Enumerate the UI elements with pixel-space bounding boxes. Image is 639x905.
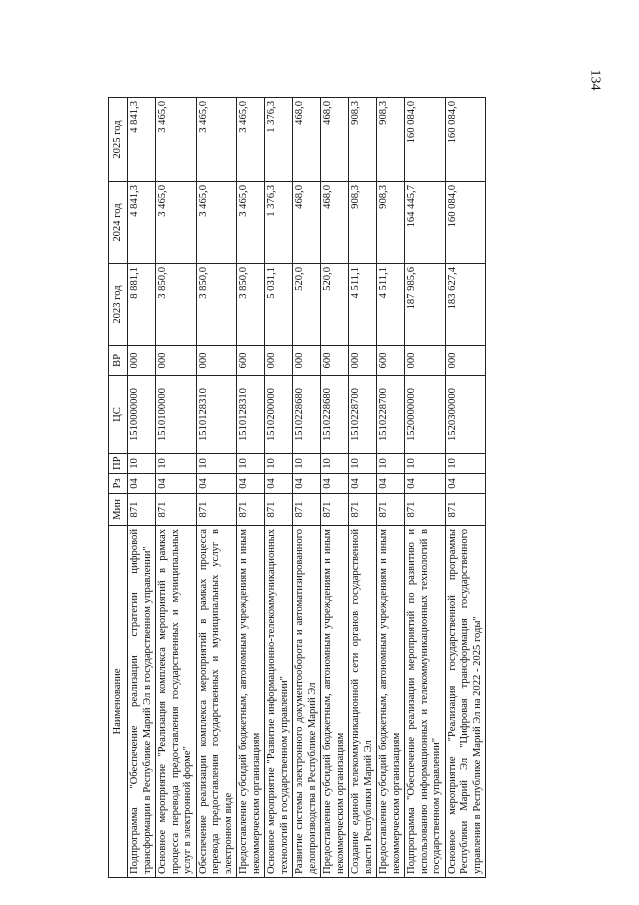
row-amount-2023: 5 031,1 [265,264,293,346]
row-rz: 04 [377,474,405,494]
row-amount-2023: 3 850,0 [237,264,265,346]
row-min: 871 [349,494,377,526]
row-amount-2025: 908,3 [349,98,377,182]
header-pr: ПР [109,454,128,474]
row-min: 871 [265,494,293,526]
row-amount-2024: 3 465,0 [156,182,197,264]
row-name: Предоставление субсидий бюджетным, автономным учреждениям и иным некоммерческим организациям [377,526,405,878]
row-amount-2024: 160 084,0 [445,182,486,264]
row-rz: 04 [196,474,237,494]
row-name: Основное мероприятие "Реализация государственной программы Республики Марий Эл "Цифровая трансформация государственного управления в Республике Марий Эл на 2022 - 2025 годы" [445,526,486,878]
table-body [128,98,486,878]
row-pr: 10 [265,454,293,474]
row-cs: 1510228680 [293,376,321,454]
row-pr: 10 [156,454,197,474]
row-rz: 04 [237,474,265,494]
row-name: Основное мероприятие "Реализация комплекса мероприятий в рамках процесса перевода предоставления государственных и муниципальных услуг в электронной форме" [156,526,197,878]
row-amount-2025: 908,3 [377,98,405,182]
header-name: Наименование [109,526,128,878]
row-rz: 04 [293,474,321,494]
row-amount-2025: 160 084,0 [445,98,486,182]
row-min: 871 [405,494,446,526]
row-amount-2025: 3 465,0 [196,98,237,182]
row-amount-2024: 164 445,7 [405,182,446,264]
row-vr: 000 [196,346,237,376]
row-cs: 1510128310 [196,376,237,454]
table-row [293,98,321,878]
row-amount-2023: 520,0 [293,264,321,346]
row-rz: 04 [349,474,377,494]
table-row [321,98,349,878]
row-name: Основное мероприятие "Развитие информационно-телекоммуникационных технологий в государственном управлении" [265,526,293,878]
header-2024: 2024 год [109,182,128,264]
row-cs: 1520300000 [445,376,486,454]
row-vr: 000 [445,346,486,376]
table-row [265,98,293,878]
header-cs: ЦС [109,376,128,454]
row-vr: 600 [237,346,265,376]
row-amount-2023: 3 850,0 [196,264,237,346]
row-cs: 1510228700 [377,376,405,454]
budget-table [108,97,486,878]
table-row [128,98,156,878]
row-min: 871 [321,494,349,526]
row-rz: 04 [405,474,446,494]
row-amount-2024: 3 465,0 [237,182,265,264]
row-pr: 10 [405,454,446,474]
row-vr: 000 [128,346,156,376]
row-name: Обеспечение реализации комплекса мероприятий в рамках процесса перевода предоставления государственных и муниципальных услуг в электронном виде [196,526,237,878]
row-min: 871 [377,494,405,526]
row-amount-2025: 468,0 [321,98,349,182]
row-min: 871 [156,494,197,526]
row-rz: 04 [265,474,293,494]
row-amount-2023: 520,0 [321,264,349,346]
row-min: 871 [445,494,486,526]
row-amount-2023: 4 511,1 [349,264,377,346]
row-amount-2024: 4 841,3 [128,182,156,264]
table-row [237,98,265,878]
table-row [445,98,486,878]
row-amount-2024: 908,3 [349,182,377,264]
table-row [349,98,377,878]
row-rz: 04 [445,474,486,494]
row-amount-2025: 3 465,0 [156,98,197,182]
row-pr: 10 [445,454,486,474]
table-row [405,98,446,878]
row-pr: 10 [128,454,156,474]
row-vr: 000 [293,346,321,376]
row-cs: 1520000000 [405,376,446,454]
row-cs: 1510228700 [349,376,377,454]
row-name: Развитие системы электронного документооборота и автоматизированного делопроизводства в Республике Марий Эл [293,526,321,878]
row-pr: 10 [293,454,321,474]
row-rz: 04 [128,474,156,494]
row-amount-2023: 3 850,0 [156,264,197,346]
row-cs: 1510000000 [128,376,156,454]
row-amount-2024: 3 465,0 [196,182,237,264]
rotated-table-container [108,98,534,878]
row-amount-2025: 468,0 [293,98,321,182]
row-cs: 1510128310 [237,376,265,454]
table-row [196,98,237,878]
row-pr: 10 [377,454,405,474]
row-vr: 600 [377,346,405,376]
row-min: 871 [293,494,321,526]
row-vr: 600 [321,346,349,376]
row-name: Создание единой телекоммуникационной сети органов государственной власти Республики Марий Эл [349,526,377,878]
row-pr: 10 [349,454,377,474]
row-amount-2024: 468,0 [293,182,321,264]
row-amount-2024: 908,3 [377,182,405,264]
row-pr: 10 [321,454,349,474]
row-amount-2023: 8 881,1 [128,264,156,346]
row-min: 871 [196,494,237,526]
table-row [156,98,197,878]
header-vr: ВР [109,346,128,376]
row-min: 871 [237,494,265,526]
row-amount-2024: 1 376,3 [265,182,293,264]
row-amount-2023: 4 511,1 [377,264,405,346]
row-cs: 1510100000 [156,376,197,454]
row-cs: 1510200000 [265,376,293,454]
row-amount-2023: 187 985,6 [405,264,446,346]
header-2023: 2023 год [109,264,128,346]
row-pr: 10 [237,454,265,474]
row-vr: 000 [349,346,377,376]
row-name: Подпрограмма "Обеспечение реализации мероприятий по развитию и использованию информационных и телекоммуникационных технологий в государственном управлении" [405,526,446,878]
row-amount-2025: 3 465,0 [237,98,265,182]
row-rz: 04 [321,474,349,494]
row-vr: 000 [156,346,197,376]
row-amount-2025: 4 841,3 [128,98,156,182]
header-2025: 2025 год [109,98,128,182]
row-name: Предоставление субсидий бюджетным, автономным учреждениям и иным некоммерческим организациям [321,526,349,878]
row-name: Подпрограмма "Обеспечение реализации стратегии цифровой трансформации в Республике Марий Эл в государственном управлении" [128,526,156,878]
row-amount-2025: 1 376,3 [265,98,293,182]
header-min: Мин [109,494,128,526]
row-amount-2025: 160 084,0 [405,98,446,182]
row-cs: 1510228680 [321,376,349,454]
row-amount-2023: 183 627,4 [445,264,486,346]
row-rz: 04 [156,474,197,494]
table-row [377,98,405,878]
row-name: Предоставление субсидий бюджетным, автономным учреждениям и иным некоммерческим организациям [237,526,265,878]
row-amount-2024: 468,0 [321,182,349,264]
row-vr: 000 [265,346,293,376]
header-rz: Рз [109,474,128,494]
row-min: 871 [128,494,156,526]
table-header [109,98,128,878]
row-vr: 000 [405,346,446,376]
row-pr: 10 [196,454,237,474]
page-number: 134 [587,69,603,91]
